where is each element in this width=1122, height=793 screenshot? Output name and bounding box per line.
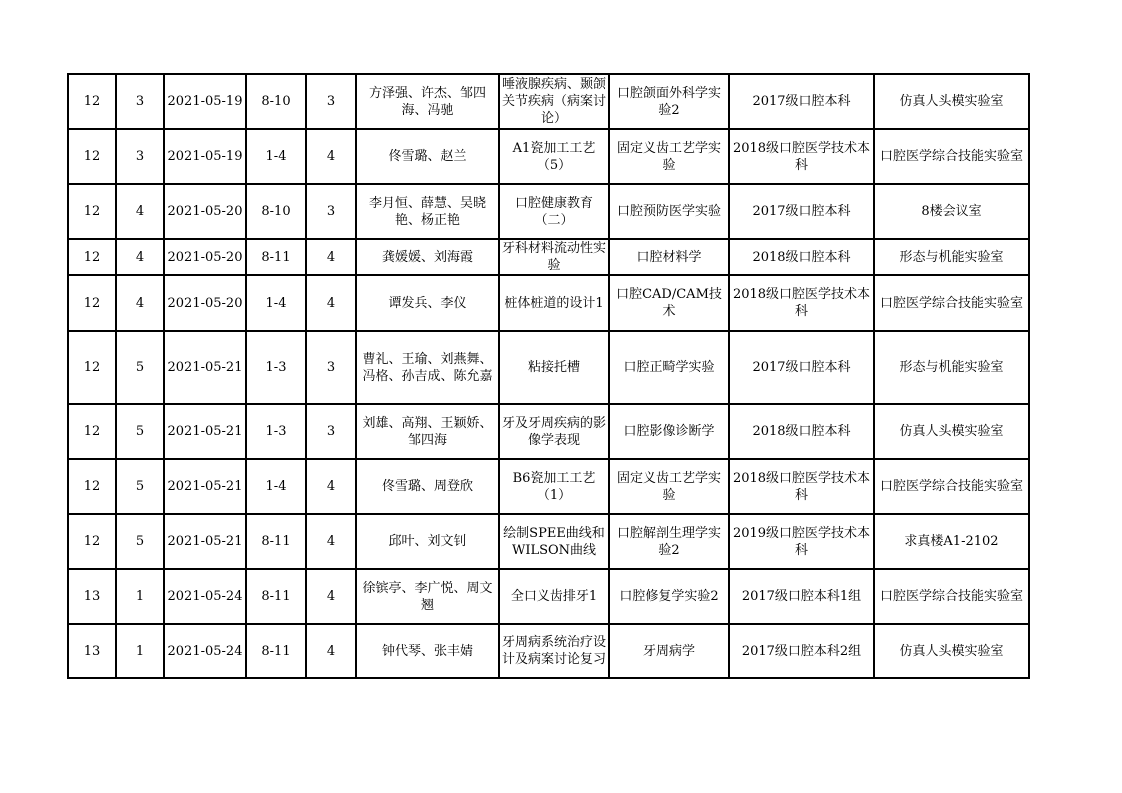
date-cell: 2021-05-21: [164, 459, 246, 514]
date-cell: 2021-05-21: [164, 514, 246, 569]
period-cell: 8-11: [246, 569, 306, 624]
date-cell: 2021-05-19: [164, 74, 246, 129]
table-row: [68, 239, 1029, 275]
class-cell: 2018级口腔医学技术本科: [729, 275, 874, 331]
course-cell: 口腔材料学: [609, 239, 729, 275]
week-cell: 12: [68, 331, 116, 404]
table-row: [68, 404, 1029, 459]
room-cell: 8楼会议室: [874, 184, 1029, 239]
class-cell: 2017级口腔本科: [729, 184, 874, 239]
course-cell: 口腔颌面外科学实验2: [609, 74, 729, 129]
course-cell: 固定义齿工艺学实验: [609, 459, 729, 514]
period-cell: 8-11: [246, 624, 306, 678]
class-cell: 2017级口腔本科: [729, 331, 874, 404]
room-cell: 仿真人头模实验室: [874, 624, 1029, 678]
room-cell: 形态与机能实验室: [874, 239, 1029, 275]
topic-cell: B6瓷加工工艺（1）: [499, 459, 609, 514]
teachers-cell: 曹礼、王瑜、刘燕舞、冯格、孙吉成、陈允嘉: [356, 331, 499, 404]
teachers-cell: 佟雪璐、周登欣: [356, 459, 499, 514]
topic-cell: 绘制SPEE曲线和WILSON曲线: [499, 514, 609, 569]
class-cell: 2019级口腔医学技术本科: [729, 514, 874, 569]
topic-cell: A1瓷加工工艺（5）: [499, 129, 609, 184]
week-cell: 12: [68, 239, 116, 275]
course-cell: 口腔解剖生理学实验2: [609, 514, 729, 569]
teachers-cell: 佟雪璐、赵兰: [356, 129, 499, 184]
date-cell: 2021-05-19: [164, 129, 246, 184]
date-cell: 2021-05-24: [164, 569, 246, 624]
table-row: [68, 129, 1029, 184]
teachers-cell: 龚媛媛、刘海霞: [356, 239, 499, 275]
room-cell: 口腔医学综合技能实验室: [874, 459, 1029, 514]
topic-cell: 粘接托槽: [499, 331, 609, 404]
hours-cell: 4: [306, 459, 356, 514]
course-cell: 口腔影像诊断学: [609, 404, 729, 459]
table-row: [68, 514, 1029, 569]
topic-cell: 唾液腺疾病、颞颌关节疾病（病案讨论）: [499, 74, 609, 129]
room-cell: 求真楼A1-2102: [874, 514, 1029, 569]
topic-cell: 牙周病系统治疗设计及病案讨论复习: [499, 624, 609, 678]
table-row: [68, 459, 1029, 514]
room-cell: 口腔医学综合技能实验室: [874, 275, 1029, 331]
hours-cell: 3: [306, 184, 356, 239]
hours-cell: 4: [306, 275, 356, 331]
table-row: [68, 569, 1029, 624]
period-cell: 8-11: [246, 239, 306, 275]
course-cell: 固定义齿工艺学实验: [609, 129, 729, 184]
weekday-cell: 4: [116, 239, 164, 275]
teachers-cell: 徐镔亭、李广悦、周文翘: [356, 569, 499, 624]
topic-cell: 口腔健康教育（二）: [499, 184, 609, 239]
weekday-cell: 5: [116, 514, 164, 569]
room-cell: 形态与机能实验室: [874, 331, 1029, 404]
week-cell: 12: [68, 74, 116, 129]
hours-cell: 4: [306, 624, 356, 678]
period-cell: 1-3: [246, 331, 306, 404]
weekday-cell: 5: [116, 331, 164, 404]
class-cell: 2018级口腔医学技术本科: [729, 129, 874, 184]
week-cell: 12: [68, 184, 116, 239]
hours-cell: 4: [306, 569, 356, 624]
course-cell: 口腔预防医学实验: [609, 184, 729, 239]
week-cell: 13: [68, 569, 116, 624]
period-cell: 1-4: [246, 459, 306, 514]
date-cell: 2021-05-20: [164, 184, 246, 239]
hours-cell: 3: [306, 404, 356, 459]
course-cell: 口腔CAD/CAM技术: [609, 275, 729, 331]
room-cell: 仿真人头模实验室: [874, 74, 1029, 129]
topic-cell: 全口义齿排牙1: [499, 569, 609, 624]
period-cell: 1-3: [246, 404, 306, 459]
weekday-cell: 1: [116, 569, 164, 624]
topic-cell: 牙及牙周疾病的影像学表现: [499, 404, 609, 459]
hours-cell: 3: [306, 331, 356, 404]
teachers-cell: 李月恒、薛慧、吴晓艳、杨正艳: [356, 184, 499, 239]
period-cell: 8-11: [246, 514, 306, 569]
weekday-cell: 4: [116, 184, 164, 239]
schedule-table: [67, 73, 1030, 679]
class-cell: 2017级口腔本科2组: [729, 624, 874, 678]
week-cell: 12: [68, 459, 116, 514]
table-row: [68, 74, 1029, 129]
teachers-cell: 刘雄、高翔、王颖娇、邹四海: [356, 404, 499, 459]
date-cell: 2021-05-21: [164, 331, 246, 404]
course-cell: 牙周病学: [609, 624, 729, 678]
table-row: [68, 275, 1029, 331]
date-cell: 2021-05-20: [164, 239, 246, 275]
period-cell: 8-10: [246, 184, 306, 239]
period-cell: 1-4: [246, 275, 306, 331]
hours-cell: 4: [306, 239, 356, 275]
weekday-cell: 5: [116, 459, 164, 514]
table-row: [68, 624, 1029, 678]
week-cell: 12: [68, 404, 116, 459]
weekday-cell: 4: [116, 275, 164, 331]
teachers-cell: 谭发兵、李仪: [356, 275, 499, 331]
weekday-cell: 3: [116, 74, 164, 129]
week-cell: 12: [68, 129, 116, 184]
teachers-cell: 邱叶、刘文钊: [356, 514, 499, 569]
weekday-cell: 3: [116, 129, 164, 184]
week-cell: 13: [68, 624, 116, 678]
period-cell: 8-10: [246, 74, 306, 129]
schedule-body: [68, 74, 1029, 678]
room-cell: 口腔医学综合技能实验室: [874, 569, 1029, 624]
table-row: [68, 184, 1029, 239]
class-cell: 2017级口腔本科: [729, 74, 874, 129]
date-cell: 2021-05-20: [164, 275, 246, 331]
room-cell: 口腔医学综合技能实验室: [874, 129, 1029, 184]
week-cell: 12: [68, 275, 116, 331]
teachers-cell: 方泽强、许杰、邹四海、冯驰: [356, 74, 499, 129]
class-cell: 2018级口腔医学技术本科: [729, 459, 874, 514]
weekday-cell: 5: [116, 404, 164, 459]
period-cell: 1-4: [246, 129, 306, 184]
course-cell: 口腔正畸学实验: [609, 331, 729, 404]
date-cell: 2021-05-21: [164, 404, 246, 459]
hours-cell: 4: [306, 129, 356, 184]
weekday-cell: 1: [116, 624, 164, 678]
table-row: [68, 331, 1029, 404]
class-cell: 2017级口腔本科1组: [729, 569, 874, 624]
course-cell: 口腔修复学实验2: [609, 569, 729, 624]
topic-cell: 桩体桩道的设计1: [499, 275, 609, 331]
hours-cell: 4: [306, 514, 356, 569]
topic-cell: 牙科材料流动性实验: [499, 239, 609, 275]
week-cell: 12: [68, 514, 116, 569]
room-cell: 仿真人头模实验室: [874, 404, 1029, 459]
date-cell: 2021-05-24: [164, 624, 246, 678]
teachers-cell: 钟代琴、张丰婧: [356, 624, 499, 678]
class-cell: 2018级口腔本科: [729, 239, 874, 275]
hours-cell: 3: [306, 74, 356, 129]
class-cell: 2018级口腔本科: [729, 404, 874, 459]
